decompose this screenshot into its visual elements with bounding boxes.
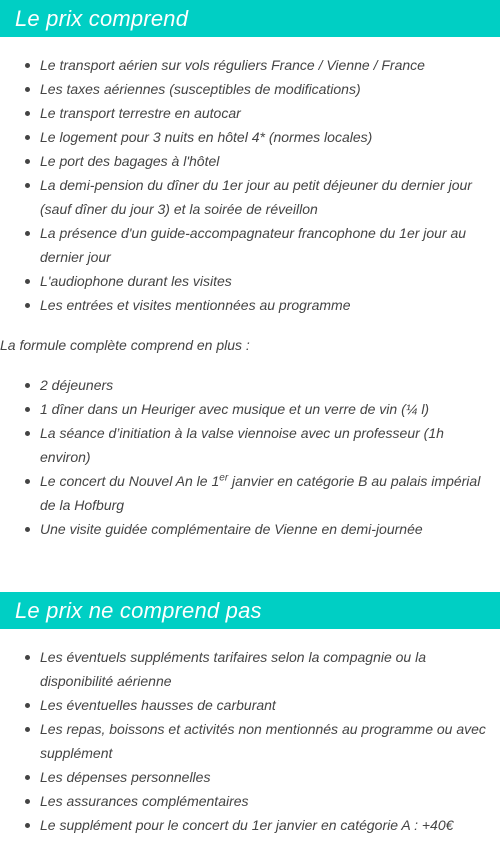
bullet-icon bbox=[25, 279, 30, 284]
list-item: Les dépenses personnelles bbox=[0, 765, 500, 789]
formula-section bbox=[0, 333, 500, 541]
list-item: Le supplément pour le concert du 1er janvier en catégorie A : +40€ bbox=[0, 813, 500, 837]
bullet-icon bbox=[25, 231, 30, 236]
bullet-icon bbox=[25, 407, 30, 412]
list-item: La demi-pension du dîner du 1er jour au petit déjeuner du dernier jour (sauf dîner du jour 3) et la soirée de réveillon bbox=[0, 173, 500, 221]
bullet-icon bbox=[25, 135, 30, 140]
list-item: Une visite guidée complémentaire de Vienne en demi-journée bbox=[0, 517, 500, 541]
list-item: Les repas, boissons et activités non mentionnés au programme ou avec supplément bbox=[0, 717, 500, 765]
list-item: Le logement pour 3 nuits en hôtel 4* (normes locales) bbox=[0, 125, 500, 149]
bullet-icon bbox=[25, 775, 30, 780]
bullet-icon bbox=[25, 431, 30, 436]
included-section bbox=[0, 0, 500, 317]
list-item: 1 dîner dans un Heuriger avec musique et un verre de vin (¼ l) bbox=[0, 397, 500, 421]
list-item: Les éventuelles hausses de carburant bbox=[0, 693, 500, 717]
bullet-icon bbox=[25, 383, 30, 388]
included-title: Le prix comprend bbox=[0, 0, 500, 37]
included-list bbox=[0, 53, 500, 317]
list-item: La séance d’initiation à la valse viennoise avec un professeur (1h environ) bbox=[0, 421, 500, 469]
bullet-icon bbox=[25, 479, 30, 484]
list-item: La présence d'un guide-accompagnateur francophone du 1er jour au dernier jour bbox=[0, 221, 500, 269]
bullet-icon bbox=[25, 727, 30, 732]
list-item bbox=[0, 469, 500, 517]
bullet-icon bbox=[25, 63, 30, 68]
list-item: Le port des bagages à l'hôtel bbox=[0, 149, 500, 173]
list-item: L'audiophone durant les visites bbox=[0, 269, 500, 293]
bullet-icon bbox=[25, 183, 30, 188]
bullet-icon bbox=[25, 159, 30, 164]
list-item: 2 déjeuners bbox=[0, 373, 500, 397]
bullet-icon bbox=[25, 303, 30, 308]
bullet-icon bbox=[25, 703, 30, 708]
bullet-icon bbox=[25, 823, 30, 828]
formula-list bbox=[0, 373, 500, 541]
list-item: Le transport aérien sur vols réguliers France / Vienne / France bbox=[0, 53, 500, 77]
concert-item: Le concert du Nouvel An le 1er janvier en catégorie B au palais impérial de la Hofburg bbox=[40, 472, 481, 513]
list-item: Les entrées et visites mentionnées au programme bbox=[0, 293, 500, 317]
bullet-icon bbox=[25, 527, 30, 532]
excluded-title: Le prix ne comprend pas bbox=[0, 592, 500, 629]
bullet-icon bbox=[25, 799, 30, 804]
list-item: Le transport terrestre en autocar bbox=[0, 101, 500, 125]
bullet-icon bbox=[25, 87, 30, 92]
bullet-icon bbox=[25, 111, 30, 116]
list-item: Les taxes aériennes (susceptibles de modifications) bbox=[0, 77, 500, 101]
list-item: Les assurances complémentaires bbox=[0, 789, 500, 813]
list-item: Les éventuels suppléments tarifaires selon la compagnie ou la disponibilité aérienne bbox=[0, 645, 500, 693]
bullet-icon bbox=[25, 655, 30, 660]
excluded-list bbox=[0, 645, 500, 837]
excluded-section bbox=[0, 592, 500, 837]
formula-intro: La formule complète comprend en plus : bbox=[0, 337, 250, 353]
